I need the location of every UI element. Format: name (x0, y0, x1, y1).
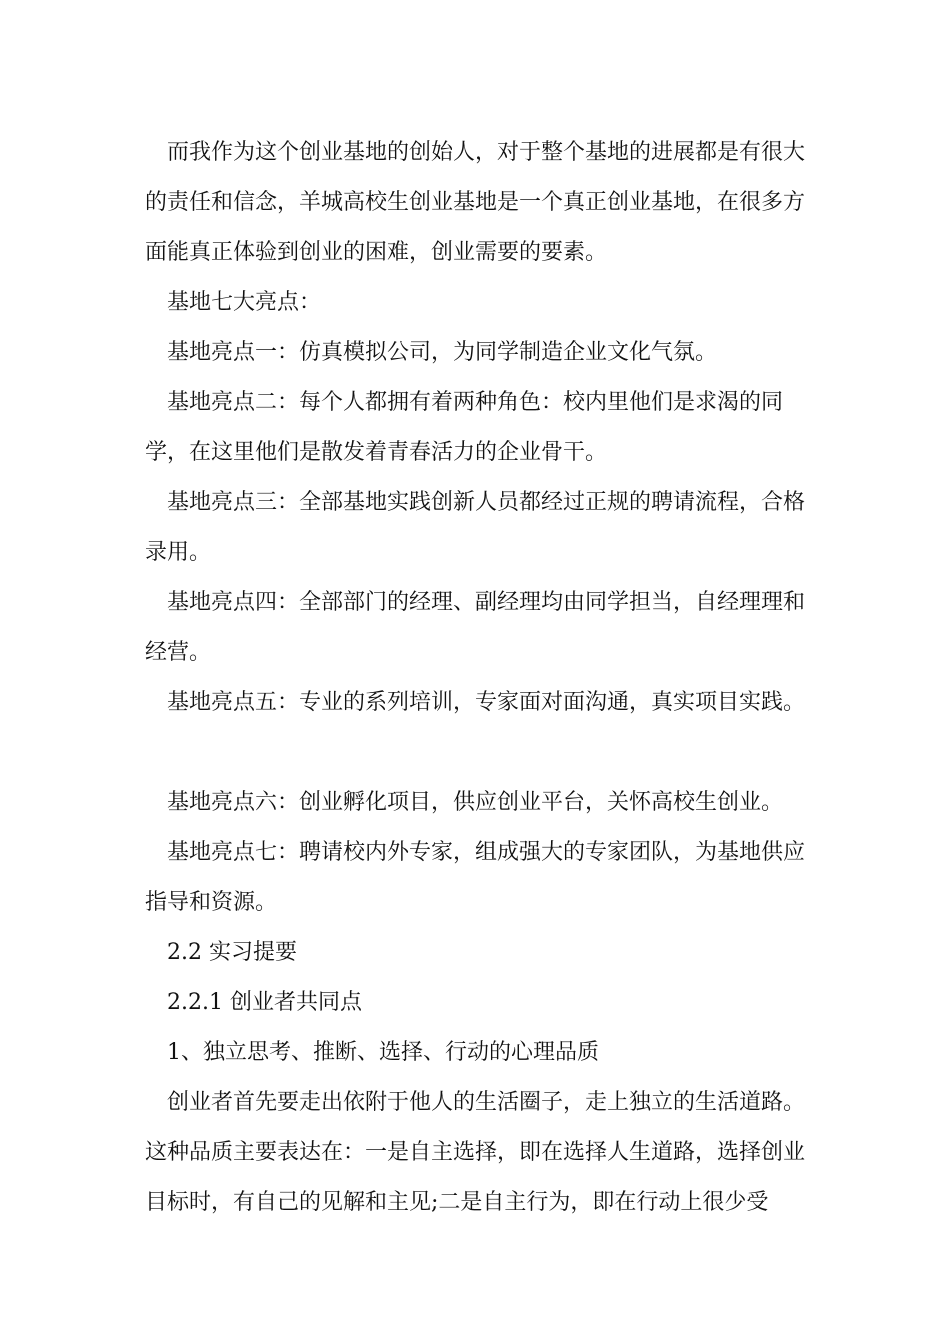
paragraph-highlight-3: 基地亮点三：全部基地实践创新人员都经过正规的聘请流程，合格录用。 (145, 490, 806, 565)
paragraph-highlight-1: 基地亮点一：仿真模拟公司，为同学制造企业文化气氛。 (167, 340, 718, 365)
document-body (145, 128, 815, 1228)
paragraph-gap (145, 728, 815, 778)
paragraph-founder: 而我作为这个创业基地的创始人，对于整个基地的进展都是有很大的责任和信念，羊城高校生创业基地是一个真正创业基地，在很多方面能真正体验到创业的困难，创业需要的要素。 (145, 140, 806, 265)
paragraph-highlight-7: 基地亮点七：聘请校内外专家，组成强大的专家团队，为基地供应指导和资源。 (145, 840, 806, 915)
paragraph-highlight-4: 基地亮点四：全部部门的经理、副经理均由同学担当，自经理理和经营。 (145, 590, 806, 665)
paragraph-highlight-5: 基地亮点五：专业的系列培训，专家面对面沟通，真实项目实践。 (167, 690, 806, 715)
section-heading-2-2: 2.2 实习提要 (167, 940, 297, 965)
section-heading-2-2-1: 2.2.1 创业者共同点 (167, 990, 362, 1015)
paragraph-highlight-2: 基地亮点二：每个人都拥有着两种角色：校内里他们是求渴的同学，在这里他们是散发着青春活力的企业骨干。 (145, 390, 784, 465)
paragraph-highlight-6: 基地亮点六：创业孵化项目，供应创业平台，关怀高校生创业。 (167, 790, 784, 815)
paragraph-independence: 创业者首先要走出依附于他人的生活圈子，走上独立的生活道路。这种品质主要表达在：一是自主选择，即在选择人生道路，选择创业目标时，有自己的见解和主见;二是自主行为，即在行动上很少受 (145, 1090, 806, 1215)
list-item-heading-1: 1、独立思考、推断、选择、行动的心理品质 (167, 1040, 599, 1065)
paragraph-highlights-heading: 基地七大亮点： (167, 290, 322, 315)
